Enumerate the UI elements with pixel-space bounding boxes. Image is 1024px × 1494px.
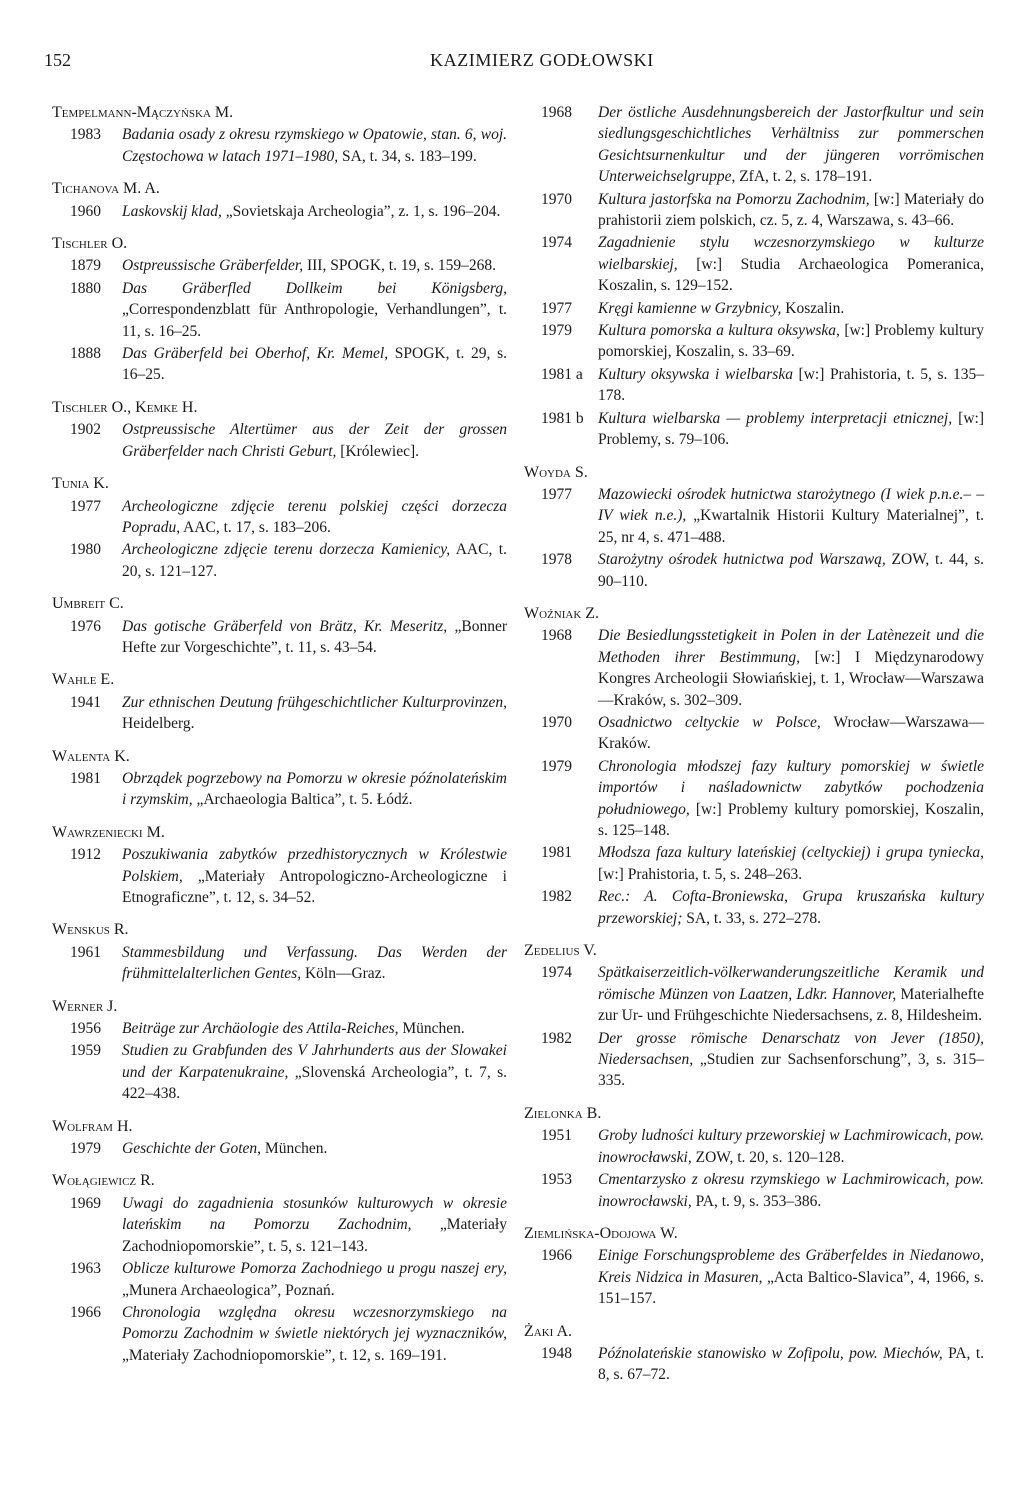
entry-title: Groby ludności kultury przeworskiej w Lachmirowicach, pow. inowrocławski,	[598, 1127, 984, 1166]
entry-text	[122, 942, 507, 985]
bibliography-entry	[524, 549, 984, 592]
entry-text	[598, 232, 984, 296]
entry-year: 1956	[70, 1020, 101, 1038]
entry-text	[122, 278, 507, 342]
bibliography-entry	[524, 189, 984, 232]
entry-title: Badania osady z okresu rzymskiego w Opatowie, stan. 6, woj. Częstochowa w latach 1971–1980,	[122, 126, 507, 165]
entry-publication: München.	[398, 1020, 465, 1038]
entry-publication: „Slovenská Archeologia”, t. 7, s. 422–438.	[122, 1063, 507, 1103]
entry-year: 1983	[70, 126, 101, 144]
entry-year: 1977	[541, 485, 572, 503]
author-group	[52, 397, 507, 462]
entry-year: 1968	[541, 104, 572, 121]
entry-title: Starożytny ośrodek hutnictwa pod Warszawą,	[598, 551, 886, 569]
entry-text	[598, 484, 984, 548]
entry-year: 1977	[541, 299, 572, 317]
entry-year: 1963	[70, 1260, 101, 1278]
bibliography-entry	[524, 1343, 984, 1386]
right-column	[524, 102, 984, 1397]
entry-publication: [Królewiec].	[336, 442, 420, 460]
entry-title: Cmentarzysko z okresu rzymskiego w Lachmirowicach, pow. inowrocławski,	[598, 1171, 984, 1210]
bibliography-entry	[524, 842, 984, 885]
bibliography-entry	[524, 484, 984, 548]
bibliography-entry	[524, 756, 984, 842]
entry-publication: [w:] Prahistoria, t. 5, s. 135–178.	[598, 365, 984, 405]
entry-text	[598, 320, 984, 363]
entry-year: 1879	[70, 257, 101, 275]
bibliography-entry	[524, 408, 984, 451]
entry-publication: AAC, t. 17, s. 183–206.	[180, 518, 331, 536]
entry-title: Kręgi kamienne w Grzybnicy,	[598, 299, 782, 317]
bibliography-entry	[524, 886, 984, 929]
entry-publication: PA, t. 9, s. 353–386.	[691, 1192, 822, 1210]
entry-publication: Wrocław—Warszawa—Kraków.	[598, 713, 984, 753]
bibliography-entry	[524, 1028, 984, 1092]
entry-text	[122, 1258, 507, 1301]
entry-title: Zagadnienie stylu wczesnorzymskiego w kulturze wielbarskiej,	[598, 234, 984, 273]
entry-title: Zur ethnischen Deutung frühgeschichtlicher Kulturprovinzen,	[122, 693, 507, 711]
author-group	[524, 1321, 984, 1386]
entry-title: Archeologiczne zdjęcie terenu dorzecza Kamienicy,	[122, 541, 451, 559]
bibliography-entry	[52, 255, 507, 276]
author-name: Woźniak Z.	[524, 604, 600, 622]
entry-year: 1959	[70, 1042, 101, 1060]
author-name: Wenskus R.	[52, 921, 129, 939]
entry-year: 1977	[70, 497, 101, 515]
entry-publication: [w:] Problemy, s. 79–106.	[598, 409, 984, 449]
entry-title: Kultura pomorska a kultura oksywska,	[598, 322, 840, 340]
entry-year: 1970	[541, 190, 572, 208]
entry-publication: AAC, t. 20, s. 121–127.	[122, 541, 507, 580]
entry-year: 1981 a	[541, 365, 583, 383]
bibliography-entry	[52, 419, 507, 462]
author-group	[524, 462, 984, 592]
bibliography-entry	[52, 496, 507, 539]
entry-title: Oblicze kulturowe Pomorza Zachodniego u progu naszej ery,	[122, 1260, 507, 1278]
author-name: Ziemlińska-Odojowa W.	[524, 1224, 678, 1242]
bibliography-entry	[52, 942, 507, 985]
entry-publication: Materialhefte zur Ur- und Frühgeschichte Niedersachsens, z. 8, Hildesheim.	[598, 985, 984, 1025]
entry-text	[122, 1193, 507, 1257]
page-number: 152	[44, 50, 71, 70]
bibliography-entry	[52, 1018, 507, 1039]
entry-publication: „Archaeologia Baltica”, t. 5. Łódź.	[192, 791, 413, 809]
bibliography-entry	[524, 102, 984, 188]
entry-title: Chronologia młodszej fazy kultury pomorskiej w świetle importów i naśladownictw zabytków pochodzenia południowego,	[598, 757, 984, 818]
author-group	[52, 1116, 507, 1160]
entry-publication: [w:] I Międzynarodowy Kongres Archeologii Słowiańskiej, t. 1, Wrocław—Warszawa—Kraków, s. 302–309.	[598, 648, 984, 709]
author-name: Żaki A.	[524, 1322, 572, 1340]
entry-publication: SA, t. 34, s. 183–199.	[338, 147, 477, 165]
author-group	[52, 822, 507, 909]
author-name: Walenta K.	[52, 747, 130, 765]
entry-text	[598, 549, 984, 592]
entry-year: 1974	[541, 964, 572, 982]
author-group	[52, 473, 507, 582]
entry-publication: „Munera Archaeologica”, Poznań.	[122, 1281, 335, 1299]
entry-title: Kultura wielbarska — problemy interpretacji etnicznej,	[598, 409, 953, 427]
bibliography-entry	[524, 364, 984, 407]
entry-text	[598, 408, 984, 451]
entry-text	[122, 768, 507, 811]
entry-text	[598, 1169, 984, 1212]
entry-publication: München.	[261, 1140, 328, 1158]
bibliography-entry	[52, 201, 507, 222]
bibliography-entry	[524, 1169, 984, 1212]
author-name: Tichanova M. A.	[52, 180, 160, 198]
entry-publication: „Bonner Hefte zur Vorgeschichte”, t. 11, s. 43–54.	[122, 617, 508, 656]
author-group	[52, 746, 507, 811]
entry-title: Studien zu Grabfunden des V Jahrhunderts aus der Slowakei und der Karpatenukraine,	[122, 1042, 507, 1081]
entry-publication: „Acta Baltico-Slavica”, 4, 1966, s. 151–157.	[598, 1268, 984, 1308]
bibliography-entry	[524, 1125, 984, 1168]
bibliography-entry	[52, 768, 507, 811]
entry-year: 1979	[70, 1140, 101, 1158]
author-name: Tempelmann-Mączyńska M.	[52, 104, 234, 121]
entry-publication: Koszalin.	[781, 299, 845, 317]
author-group	[52, 1170, 507, 1366]
entry-publication: [w:] Problemy kultury pomorskiej, Koszalin, s. 33–69.	[598, 322, 984, 361]
entry-year: 1982	[541, 1029, 572, 1047]
entry-year: 1960	[70, 202, 101, 220]
entry-title: Der östliche Ausdehnungsbereich der Jastorfkultur und sein siedlungsgeschichtliches Verhältniss zur pommerschen Gesichtsurnenkultur und der jüngeren vorrömischen Unterweichselgruppe,	[598, 104, 984, 186]
entry-publication: ZOW, t. 44, s. 90–110.	[598, 551, 984, 590]
entry-title: Późnolateńskie stanowisko w Zofipolu, pow. Miechów,	[598, 1344, 943, 1362]
entry-publication: III, SPOGK, t. 19, s. 159–268.	[303, 257, 497, 275]
bibliography-entry	[52, 539, 507, 582]
entry-publication: [w:] Prahistoria, t. 5, s. 248–263.	[598, 865, 803, 883]
entry-text	[122, 201, 507, 222]
entry-year: 1912	[70, 846, 101, 864]
entry-publication: [w:] Problemy kultury pomorskiej, Koszalin, s. 125–148.	[598, 800, 984, 839]
entry-year: 1953	[541, 1171, 572, 1189]
author-name: Wahle E.	[52, 671, 115, 689]
bibliography-entry	[524, 962, 984, 1026]
entry-text	[122, 616, 507, 659]
bibliography-entry	[52, 1040, 507, 1104]
entry-publication: SA, t. 33, s. 272–278.	[682, 909, 822, 927]
entry-title: Młodsza faza kultury lateńskiej (celtyckiej) i grupa tyniecka,	[598, 844, 984, 862]
entry-year: 1970	[541, 713, 572, 731]
entry-year: 1979	[541, 757, 572, 775]
entry-title: Laskovskij klad,	[122, 202, 222, 220]
entry-title: Kultura jastorfska na Pomorzu Zachodnim,	[598, 190, 870, 208]
entry-publication: „Materiały Zachodniopomorskie”, t. 5, s. 121–143.	[122, 1216, 507, 1255]
author-group	[52, 593, 507, 658]
author-name: Umbreit C.	[52, 595, 124, 613]
entry-text	[598, 625, 984, 711]
entry-title: Der grosse römische Denarschatz von Jever (1850), Niedersachsen,	[598, 1029, 984, 1069]
entry-title: Kultury oksywska i wielbarska	[598, 365, 793, 383]
entry-text	[122, 539, 507, 582]
author-name: Tunia K.	[52, 475, 109, 493]
entry-text	[598, 886, 984, 929]
entry-text	[122, 844, 507, 908]
entry-text	[122, 419, 507, 462]
entry-text	[598, 1028, 984, 1092]
entry-text	[122, 1018, 507, 1039]
entry-text	[122, 1302, 507, 1366]
entry-text	[598, 842, 984, 885]
entry-year: 1948	[541, 1344, 572, 1362]
author-name: Zielonka B.	[524, 1104, 602, 1122]
entry-year: 1981	[541, 844, 572, 862]
author-group	[524, 1103, 984, 1212]
entry-title: Uwagi do zagadnienia stosunków kulturowych w okresie lateńskim na Pomorzu Zachodnim,	[122, 1194, 507, 1234]
entry-year: 1941	[70, 693, 101, 711]
bibliography-entry	[52, 278, 507, 342]
author-name: Wawrzeniecki M.	[52, 823, 165, 841]
bibliography-entry	[524, 625, 984, 711]
entry-title: Poszukiwania zabytków przedhistorycznych w Królestwie Polskiem,	[122, 846, 507, 885]
entry-publication: PA, t. 8, s. 67–72.	[598, 1344, 984, 1384]
author-group	[524, 1223, 984, 1310]
entry-year: 1902	[70, 421, 101, 439]
bibliography-entry	[524, 298, 984, 319]
author-name: Tischler O.	[52, 235, 128, 253]
author-group	[52, 996, 507, 1105]
author-group	[52, 919, 507, 984]
entry-title: Archeologiczne zdjęcie terenu polskiej części dorzecza Popradu,	[122, 497, 507, 536]
entry-publication: Heidelberg.	[122, 715, 195, 733]
entry-text	[598, 962, 984, 1026]
bibliography-entry	[52, 1302, 507, 1366]
entry-title: Die Besiedlungsstetigkeit in Polen in der Latènezeit und die Methoden ihrer Bestimmung,	[598, 627, 984, 666]
bibliography-entry	[52, 844, 507, 908]
author-group	[524, 940, 984, 1092]
author-group	[52, 102, 507, 167]
bibliography-entry	[524, 232, 984, 296]
entry-publication: „Materiały Zachodniopomorskie”, t. 12, s. 169–191.	[122, 1346, 447, 1364]
entry-publication: [w:] Materiały do prahistorii ziem polskich, cz. 5, z. 4, Warszawa, s. 43–66.	[598, 190, 984, 230]
entry-publication: ZOW, t. 20, s. 120–128.	[691, 1148, 845, 1166]
entry-title: Das Gräberfled Dollkeim bei Königsberg,	[122, 279, 507, 297]
entry-text	[122, 1040, 507, 1104]
author-group	[52, 233, 507, 386]
author-group	[524, 102, 984, 451]
entry-text	[122, 255, 507, 276]
entry-text	[122, 124, 507, 167]
entry-year: 1888	[70, 345, 101, 363]
entry-publication: Köln—Graz.	[301, 965, 386, 983]
entry-title: Ostpreussische Gräberfelder,	[122, 257, 304, 275]
entry-publication: [w:] Studia Archaeologica Pomeranica, Koszalin, s. 129–152.	[598, 255, 984, 295]
entry-year: 1951	[541, 1127, 572, 1145]
entry-year: 1981 b	[541, 409, 584, 427]
bibliography-entry	[52, 1138, 507, 1159]
entry-publication: „Studien zur Sachsenforschung”, 3, s. 315–335.	[598, 1051, 984, 1090]
entry-year: 1968	[541, 627, 572, 645]
author-name: Wołągiewicz R.	[52, 1172, 155, 1190]
bibliography-entry	[52, 124, 507, 167]
entry-text	[598, 364, 984, 407]
entry-text	[598, 102, 984, 188]
entry-title: Chronologia względna okresu wczesnorzymskiego na Pomorzu Zachodnim w świetle niektórych jej wyznaczników,	[122, 1303, 507, 1343]
entry-year: 1981	[70, 769, 101, 787]
bibliography-entry	[524, 1245, 984, 1309]
bibliography-entry	[52, 692, 507, 735]
entry-title: Stammesbildung und Verfassung. Das Werden der frühmittelalterlichen Gentes,	[122, 943, 507, 983]
entry-title: Rec.: A. Cofta-Broniewska, Grupa kruszańska kultury przeworskiej;	[598, 888, 984, 927]
entry-year: 1961	[70, 943, 101, 961]
entry-publication: ZfA, t. 2, s. 178–191.	[735, 168, 873, 186]
author-name: Tischler O., Kemke H.	[52, 398, 198, 416]
author-group	[524, 603, 984, 929]
bibliography-entry	[524, 712, 984, 755]
entry-title: Beiträge zur Archäologie des Attila-Reiches,	[122, 1020, 399, 1038]
entry-publication: „Correspondenzblatt für Anthropologie, Verhandlungen”, t. 11, s. 16–25.	[122, 301, 507, 340]
author-group	[52, 669, 507, 734]
entry-title: Obrządek pogrzebowy na Pomorzu w okresie późnolateńskim i rzymskim,	[122, 769, 507, 809]
author-group	[52, 178, 507, 222]
entry-text	[598, 1343, 984, 1386]
entry-year: 1969	[70, 1194, 101, 1212]
entry-title: Das gotische Gräberfeld von Brätz, Kr. Meseritz,	[122, 617, 448, 635]
entry-text	[598, 1125, 984, 1168]
entry-year: 1979	[541, 322, 572, 340]
author-name: Wolfram H.	[52, 1117, 133, 1135]
entry-year: 1976	[70, 617, 101, 635]
bibliography-entry	[52, 1193, 507, 1257]
left-column	[52, 102, 507, 1377]
entry-text	[598, 712, 984, 755]
bibliography-entry	[52, 616, 507, 659]
entry-title: Mazowiecki ośrodek hutnictwa starożytnego (I wiek p.n.e.– –IV wiek n.e.),	[598, 485, 984, 525]
entry-title: Ostpreussische Altertümer aus der Zeit der grossen Gräberfelder nach Christi Geburt,	[122, 421, 507, 460]
entry-title: Osadnictwo celtyckie w Polsce,	[598, 713, 821, 731]
entry-publication: „Materiały Antropologiczno-Archeologiczne i Etnograficzne”, t. 12, s. 34–52.	[122, 867, 507, 906]
running-head: KAZIMIERZ GODŁOWSKI	[430, 50, 654, 70]
entry-text	[598, 756, 984, 842]
entry-title: Spätkaiserzeitlich-völkerwanderungszeitliche Keramik und römische Münzen von Laatzen, Ldkr. Hannover,	[598, 964, 984, 1003]
entry-text	[598, 189, 984, 232]
author-name: Werner J.	[52, 997, 118, 1015]
entry-text	[122, 496, 507, 539]
entry-year: 1978	[541, 551, 572, 569]
entry-title: Das Gräberfeld bei Oberhof, Kr. Memel,	[122, 345, 389, 363]
entry-year: 1880	[70, 279, 101, 297]
author-name: Woyda S.	[524, 463, 588, 481]
entry-text	[122, 1138, 507, 1159]
bibliography-entry	[524, 320, 984, 363]
entry-title: Einige Forschungsprobleme des Gräberfeldes in Niedanowo, Kreis Nidzica in Masuren,	[598, 1247, 984, 1286]
author-name: Zedelius V.	[524, 942, 597, 960]
entry-text	[122, 343, 507, 386]
entry-year: 1966	[70, 1303, 101, 1321]
entry-year: 1966	[541, 1247, 572, 1265]
entry-title: Geschichte der Goten,	[122, 1140, 262, 1158]
entry-publication: „Sovietskaja Archeologia”, z. 1, s. 196–204.	[221, 202, 501, 220]
bibliography-entry	[52, 1258, 507, 1301]
entry-year: 1982	[541, 888, 572, 906]
entry-publication: SPOGK, t. 29, s. 16–25.	[122, 345, 507, 384]
entry-year: 1980	[70, 541, 101, 559]
entry-publication: „Kwartalnik Historii Kultury Materialnej”, t. 25, nr 4, s. 471–488.	[598, 507, 985, 546]
entry-text	[122, 692, 507, 735]
entry-year: 1974	[541, 234, 572, 252]
bibliography-entry	[52, 343, 507, 386]
entry-text	[598, 1245, 984, 1309]
entry-text	[598, 298, 984, 319]
